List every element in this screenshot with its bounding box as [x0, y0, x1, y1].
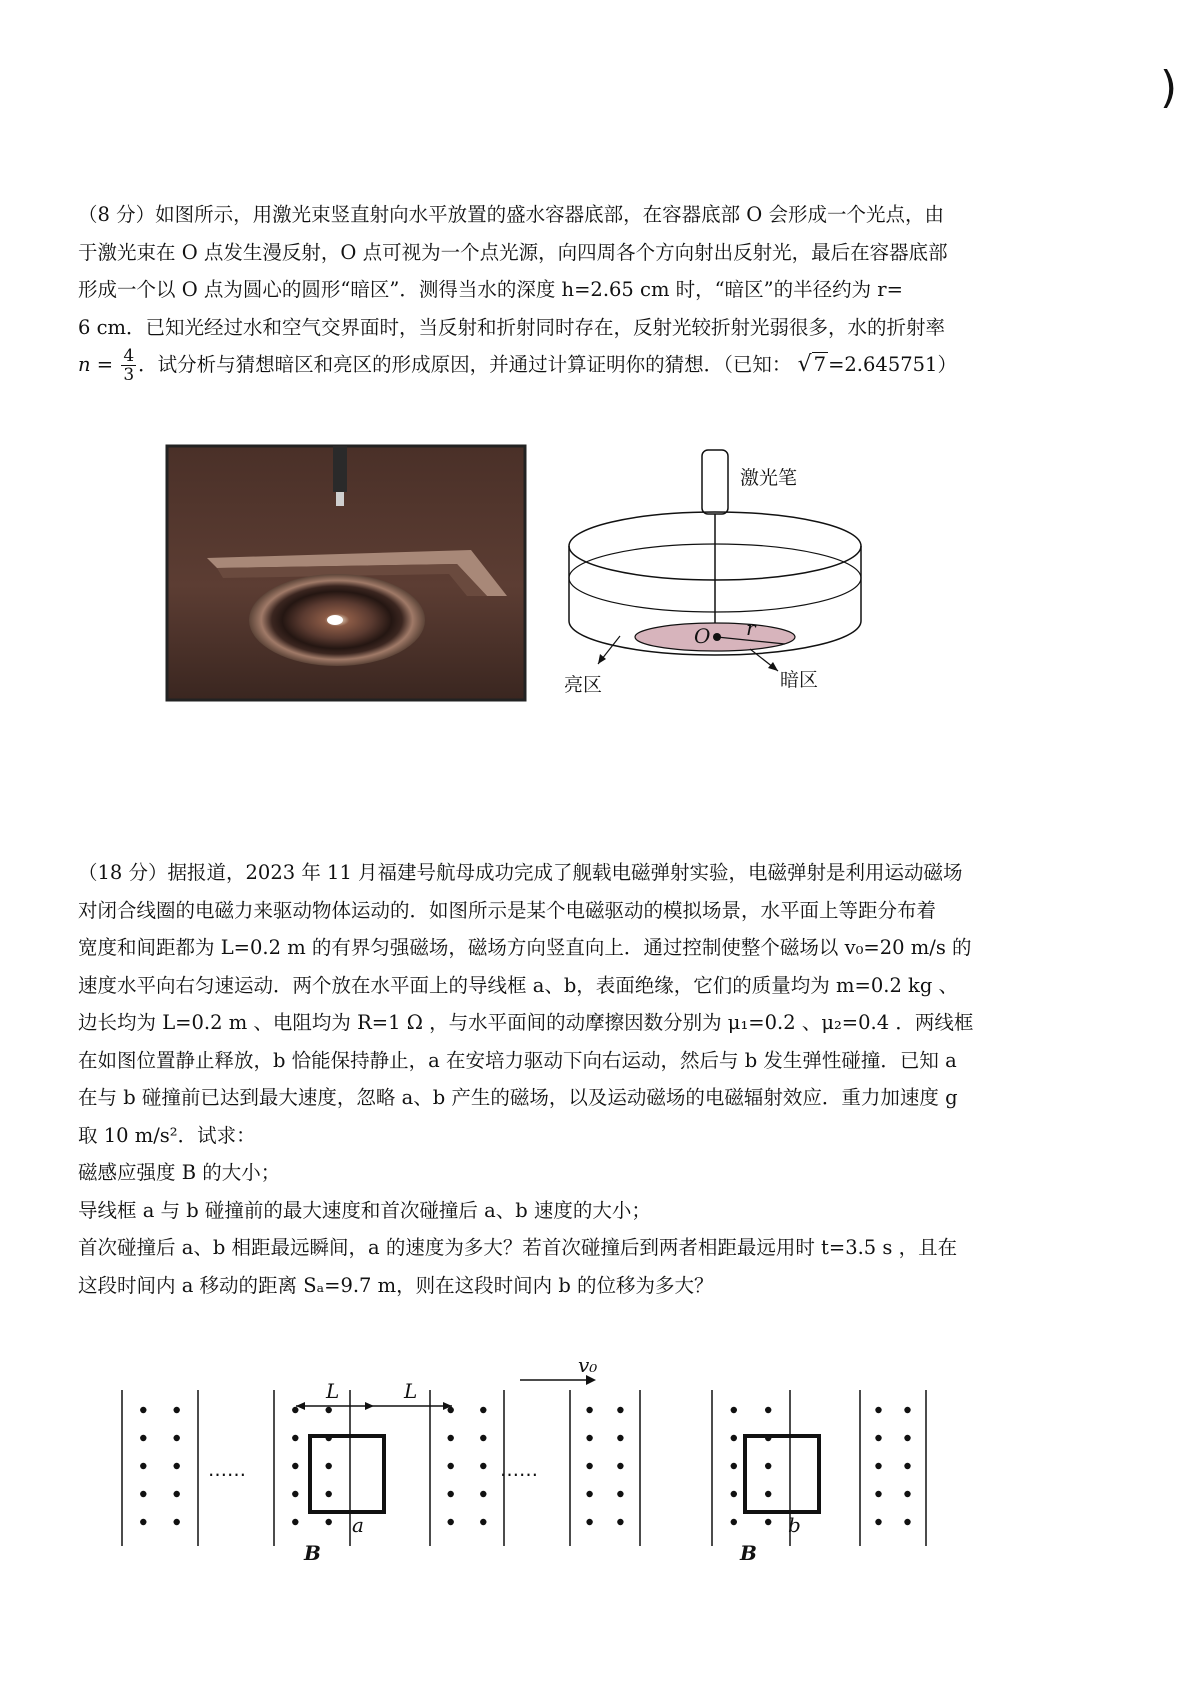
field-B-label-left: B	[304, 1541, 321, 1565]
q2-line-4: 速度水平向右匀速运动．两个放在水平面上的导线框 a、b，表面绝缘，它们的质量均为 m=0.2 kg 、	[78, 973, 959, 997]
field-dot	[586, 1463, 592, 1469]
field-dot	[875, 1435, 881, 1441]
fraction-numerator: 4	[123, 346, 135, 366]
field-dot	[174, 1463, 180, 1469]
q1-line-1: （8 分）如图所示，用激光束竖直射向水平放置的盛水容器底部，在容器底部 O 会形成一个光点，由	[78, 203, 944, 226]
container-diagram	[560, 446, 940, 716]
question-2	[78, 854, 1118, 1304]
field-dot	[292, 1407, 298, 1413]
point-O-label: O	[694, 624, 711, 648]
field-dot	[875, 1463, 881, 1469]
radius-r-label: r	[746, 616, 756, 640]
field-dot	[875, 1491, 881, 1497]
magnetic-field-figure	[100, 1353, 1100, 1590]
field-dot	[292, 1491, 298, 1497]
field-dot	[765, 1407, 771, 1413]
field-dot	[480, 1407, 486, 1413]
q2-line-3: 宽度和间距都为 L=0.2 m 的有界匀强磁场，磁场方向竖直向上．通过控制使整个磁场以 v₀=20 m/s 的	[78, 936, 972, 959]
dark-zone-label: 暗区	[780, 669, 819, 691]
q2-line-1: （18 分）据报道，2023 年 11 月福建号航母成功完成了舰载电磁弹射实验，电磁弹射是利用运动磁场	[78, 861, 963, 884]
q2-line-6: 在如图位置静止释放，b 恰能保持静止，a 在安培力驱动下向右运动，然后与 b 发生弹性碰撞．已知 a	[78, 1048, 957, 1072]
q2-line-12: 这段时间内 a 移动的距离 Sₐ=9.7 m，则在这段时间内 b 的位移为多大？	[78, 1273, 714, 1297]
q1-line-5-text: ．试分析与猜想暗区和亮区的形成原因，并通过计算证明你的猜想．（已知：	[138, 353, 792, 376]
field-dot	[586, 1407, 592, 1413]
field-dot	[326, 1519, 332, 1525]
experiment-photo	[167, 446, 525, 700]
field-dot	[326, 1407, 332, 1413]
field-dot	[731, 1491, 737, 1497]
field-dot	[174, 1491, 180, 1497]
field-dot	[731, 1519, 737, 1525]
field-dot	[731, 1435, 737, 1441]
fraction-denominator: 3	[123, 365, 135, 385]
frame-a-label: a	[352, 1513, 364, 1537]
q2-line-10: 导线框 a 与 b 碰撞前的最大速度和首次碰撞后 a、b 速度的大小；	[78, 1198, 651, 1222]
ellipsis-middle: ……	[500, 1459, 538, 1481]
field-dot	[174, 1435, 180, 1441]
field-B-label-right: B	[740, 1541, 757, 1565]
field-dot	[586, 1435, 592, 1441]
field-dot	[140, 1407, 146, 1413]
sqrt-symbol: √	[797, 352, 812, 377]
field-dot	[617, 1435, 623, 1441]
field-dot	[140, 1463, 146, 1469]
field-dot	[617, 1463, 623, 1469]
field-dot	[448, 1463, 454, 1469]
field-dot	[731, 1407, 737, 1413]
field-dot	[448, 1407, 454, 1413]
refractive-index-fraction	[121, 347, 136, 384]
field-dot	[292, 1519, 298, 1525]
field-dot	[140, 1435, 146, 1441]
field-dot	[904, 1491, 910, 1497]
field-dot	[875, 1407, 881, 1413]
dimension-L-left: L	[326, 1379, 340, 1403]
dimension-L-right: L	[404, 1379, 418, 1403]
q1-line-4: 6 cm．已知光经过水和空气交界面时，当反射和折射同时存在，反射光较折射光弱很多，水的折射率	[78, 315, 946, 339]
field-dot	[326, 1463, 332, 1469]
field-dot	[480, 1463, 486, 1469]
field-dot	[448, 1491, 454, 1497]
laser-pen-label: 激光笔	[740, 467, 798, 489]
q2-line-8: 取 10 m/s²．试求：	[78, 1123, 256, 1147]
field-dot	[292, 1435, 298, 1441]
field-dot	[292, 1463, 298, 1469]
page-edge-mark: )	[1160, 62, 1178, 113]
q1-line-5	[78, 346, 1118, 384]
field-dot	[140, 1519, 146, 1525]
wire-frame-b	[745, 1436, 819, 1512]
field-dot	[448, 1519, 454, 1525]
q2-line-9: 磁感应强度 B 的大小；	[78, 1161, 281, 1184]
field-dot	[904, 1435, 910, 1441]
field-dot	[765, 1463, 771, 1469]
field-dot	[586, 1491, 592, 1497]
field-dot	[904, 1407, 910, 1413]
sqrt-argument: 7	[813, 353, 827, 376]
field-dot	[140, 1491, 146, 1497]
field-dot	[480, 1519, 486, 1525]
field-dot	[586, 1519, 592, 1525]
q2-line-2: 对闭合线圈的电磁力来驱动物体运动的．如图所示是某个电磁驱动的模拟场景，水平面上等距分布着	[78, 898, 937, 922]
sqrt-value: =2.645751）	[828, 353, 957, 376]
question-1	[78, 196, 1118, 384]
field-dot	[174, 1407, 180, 1413]
q2-line-7: 在与 b 碰撞前已达到最大速度，忽略 a、b 产生的磁场，以及运动磁场的电磁辐射效应．重力加速度 g	[78, 1086, 958, 1109]
field-dot	[904, 1463, 910, 1469]
field-dot	[617, 1519, 623, 1525]
field-dot	[174, 1519, 180, 1525]
field-dot	[480, 1435, 486, 1441]
q2-line-5: 边长均为 L=0.2 m 、电阻均为 R=1 Ω ，与水平面间的动摩擦因数分别为 μ₁=0.2 、μ₂=0.4 ．两线框	[78, 1011, 974, 1034]
field-dot	[617, 1407, 623, 1413]
field-dot	[904, 1519, 910, 1525]
ellipsis-left: ……	[208, 1459, 246, 1481]
q2-line-11: 首次碰撞后 a、b 相距最远瞬间，a 的速度为多大？若首次碰撞后到两者相距最远用时 t=3.5 s ，且在	[78, 1236, 958, 1259]
velocity-v0-label: v₀	[578, 1353, 598, 1377]
field-dot	[617, 1491, 623, 1497]
wire-frame-a	[310, 1436, 384, 1512]
q1-line-3: 形成一个以 O 点为圆心的圆形“暗区”．测得当水的深度 h=2.65 cm 时，“暗区”的半径约为 r=	[78, 278, 903, 301]
refractive-index-symbol: n =	[78, 353, 114, 376]
q1-line-2: 于激光束在 O 点发生漫反射，O 点可视为一个点光源，向四周各个方向射出反射光，最后在容器底部	[78, 240, 948, 264]
field-dot	[480, 1491, 486, 1497]
bright-zone-label: 亮区	[564, 674, 603, 696]
field-dot	[448, 1435, 454, 1441]
field-dot	[875, 1519, 881, 1525]
field-dot	[765, 1491, 771, 1497]
field-dot	[326, 1491, 332, 1497]
field-dot	[731, 1463, 737, 1469]
field-dot	[765, 1519, 771, 1525]
laser-pen-icon	[702, 450, 728, 514]
frame-b-label: b	[788, 1513, 801, 1537]
